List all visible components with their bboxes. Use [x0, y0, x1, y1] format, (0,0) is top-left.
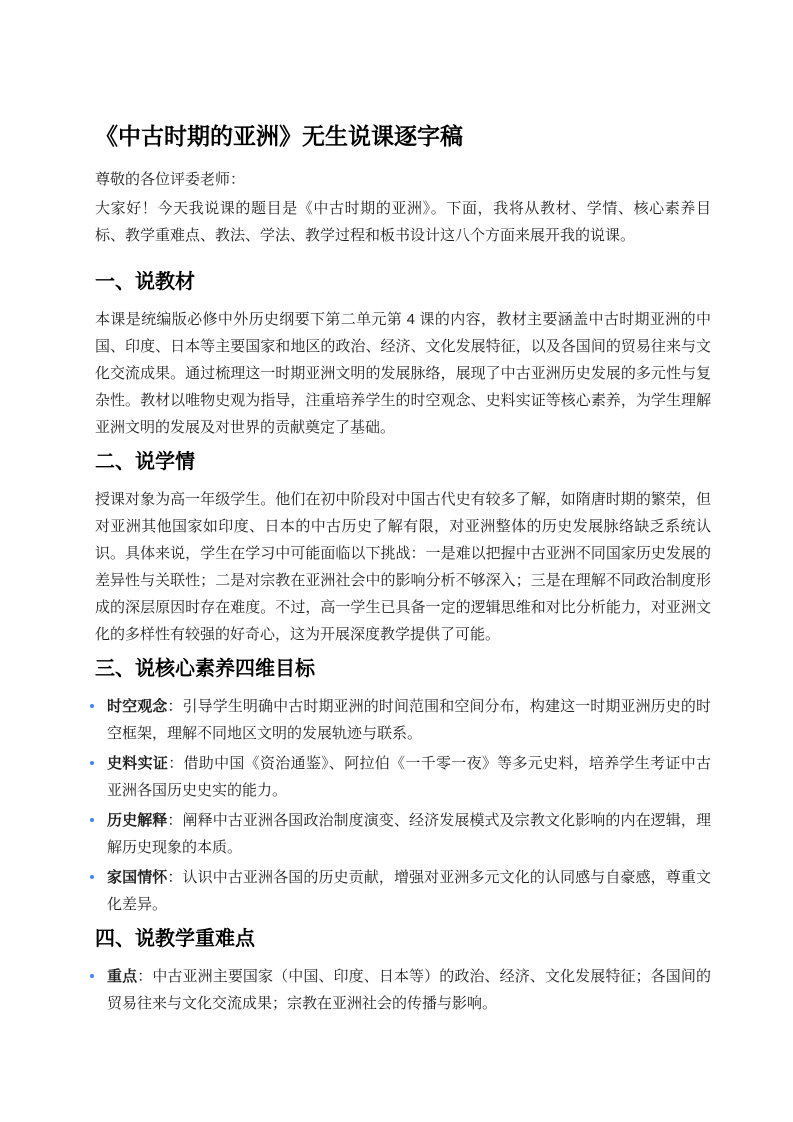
- bullet-term: 史料实证: [107, 755, 169, 772]
- list-item-spatiotemporal: [95, 693, 711, 747]
- list-item-patriotism: [95, 864, 711, 918]
- bullet-text: ：中古亚洲主要国家（中国、印度、日本等）的政治、经济、文化发展特征；各国间的贸易往来与文化交流成果；宗教在亚洲社会的传播与影响。: [107, 968, 711, 1012]
- bullet-icon: [90, 875, 94, 879]
- bullet-term: 家国情怀: [107, 869, 168, 886]
- list-item-interpretation: [95, 807, 711, 861]
- list-item-key-point: [95, 963, 711, 1017]
- document-title: 《中古时期的亚洲》无生说课逐字稿: [95, 123, 463, 149]
- learners-paragraph: 授课对象为高一年级学生。他们在初中阶段对中国古代史有较多了解，如隋唐时期的繁荣，但对亚洲其他国家如印度、日本的中古历史了解有限，对亚洲整体的历史发展脉络缺乏系统认识。具体来说，学生在学习中可能面临以下挑战：一是难以把握中古亚洲不同国家历史发展的差异性与关联性；二是对宗教在亚洲社会中的影响分析不够深入；三是在理解不同政治制度形成的深层原因时存在难度。不过，高一学生已具备一定的逻辑思维和对比分析能力，对亚洲文化的多样性有较强的好奇心，这为开展深度教学提供了可能。: [95, 491, 711, 643]
- salutation-line: 尊敬的各位评委老师：: [95, 171, 246, 188]
- bullet-text: ：认识中古亚洲各国的历史贡献，增强对亚洲多元文化的认同感与自豪感，尊重文化差异。: [107, 869, 711, 913]
- bullet-term: 时空观念: [107, 698, 168, 715]
- bullet-text: ：借助中国《资治通鉴》、阿拉伯《一千零一夜》等多元史料，培养学生考证中古亚洲各国历史史实的能力。: [107, 755, 711, 799]
- bullet-text: ：引导学生明确中古时期亚洲的时间范围和空间分布，构建这一时期亚洲历史的时空框架，理解不同地区文明的发展轨迹与联系。: [107, 698, 711, 742]
- bullet-icon: [90, 974, 94, 978]
- section-heading-textbook: 一、说教材: [95, 271, 195, 293]
- section-heading-core-goals: 三、说核心素养四维目标: [95, 658, 315, 680]
- bullet-term: 重点: [107, 968, 138, 985]
- textbook-paragraph: 本课是统编版必修中外历史纲要下第二单元第 4 课的内容，教材主要涵盖中古时期亚洲的中国、印度、日本等主要国家和地区的政治、经济、文化发展特征，以及各国间的贸易往来与文化交流成果。通过梳理这一时期亚洲文明的发展脉络，展现了中古亚洲历史发展的多元性与复杂性。教材以唯物史观为指导，注重培养学生的时空观念、史料实证等核心素养，为学生理解亚洲文明的发展及对世界的贡献奠定了基础。: [95, 311, 711, 436]
- section-heading-key-points: 四、说教学重难点: [95, 928, 255, 950]
- bullet-text: ：阐释中古亚洲各国政治制度演变、经济发展模式及宗教文化影响的内在逻辑，理解历史现象的本质。: [107, 812, 711, 856]
- bullet-icon: [90, 704, 94, 708]
- intro-paragraph: 大家好！今天我说课的题目是《中古时期的亚洲》。下面，我将从教材、学情、核心素养目标、教学重难点、教法、学法、教学过程和板书设计这八个方面来展开我的说课。: [95, 200, 711, 244]
- bullet-icon: [90, 761, 94, 765]
- bullet-term: 历史解释: [107, 812, 168, 829]
- key-points-list: [95, 963, 711, 1017]
- list-item-evidence: [95, 750, 711, 804]
- bullet-icon: [90, 818, 94, 822]
- section-heading-learners: 二、说学情: [95, 451, 195, 473]
- core-goals-list: [95, 693, 711, 918]
